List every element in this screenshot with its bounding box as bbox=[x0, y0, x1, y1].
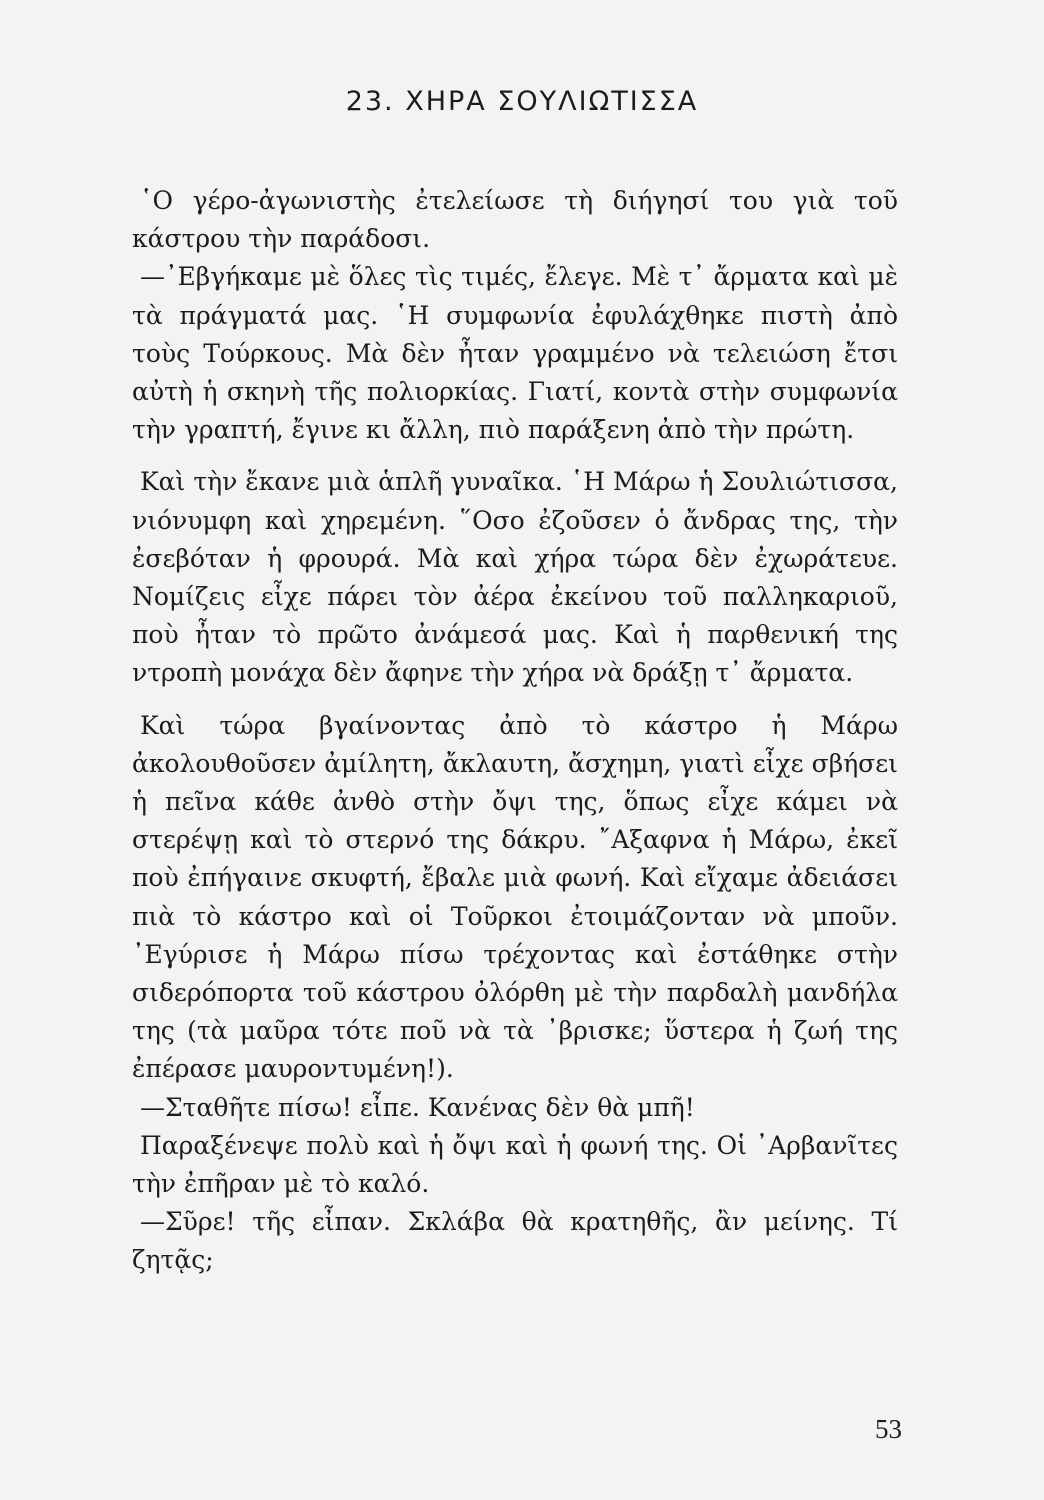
paragraph: —Σταθῆτε πίσω! εἶπε. Κανένας δὲν θὰ μπῆ! bbox=[140, 1092, 695, 1122]
paragraph: Παραξένεψε πολὺ καὶ ἡ ὄψι καὶ ἡ φωνή της. Οἱ ᾿Αρβανῖτες τὴν ἐπῆραν μὲ τὸ καλό. bbox=[132, 1130, 898, 1199]
body-text bbox=[132, 182, 898, 1280]
paragraph: ῾Ο γέρο-ἀγωνιστὴς ἐτελείωσε τὴ διήγησί του γιὰ τοῦ κάστρου τὴν παράδοσι. bbox=[132, 186, 898, 254]
paragraph: Καὶ τώρα βγαίνοντας ἀπὸ τὸ κάστρο ἡ Μάρω ἀκολουθοῦσεν ἀμίλητη, ἄκλαυτη, ἄσχημη, γιατὶ εἶχε σβήσει ἡ πεῖνα κάθε ἀνθὸ στὴν ὄψι της, ὅπως εἶχε κάμει νὰ στερέψῃ καὶ τὸ στερνό της δάκρυ. ῎Αξαφνα ἡ Μάρω, ἐκεῖ ποὺ ἐπήγαινε σκυφτή, ἔβαλε μιὰ φωνή. Καὶ εἴχαμε ἀδειάσει πιὰ τὸ κάστρο καὶ οἱ Τοῦρκοι ἐτοιμάζονταν νὰ μποῦν. ᾿Εγύρισε ἡ Μάρω πίσω τρέχοντας καὶ ἐστάθηκε στὴν σιδερόπορτα τοῦ κάστρου ὀλόρθη μὲ τὴν παρδαλὴ μανδήλα της (τὰ μαῦρα τότε ποῦ νὰ τὰ ᾿βρισκε; ὕστερα ἡ ζωή της ἐπέρασε μαυροντυμένη!). bbox=[132, 710, 898, 1084]
paragraph: —Σῦρε! τῆς εἶπαν. Σκλάβα θὰ κρατηθῆς, ἂν μείνης. Τί ζητᾷς; bbox=[132, 1207, 898, 1275]
chapter-title: 23. ΧΗΡΑ ΣΟΥΛΙΩΤΙΣΣΑ bbox=[345, 86, 699, 117]
page-number: 53 bbox=[875, 1414, 902, 1444]
paragraph: —᾿Εβγήκαμε μὲ ὅλες τὶς τιμές, ἔλεγε. Μὲ τ᾿ ἄρματα καὶ μὲ τὰ πράγματά μας. ῾Η συμφωνία ἐφυλάχθηκε πιστὴ ἀπὸ τοὺς Τούρκους. Μὰ δὲν ἦταν γραμμένο νὰ τελειώση ἔτσι αὐτὴ ἡ σκηνὴ τῆς πολιορκίας. Γιατί, κοντὰ στὴν συμφωνία τὴν γραπτή, ἔγινε κι ἄλλη, πιὸ παράξενη ἀπὸ τὴν πρώτη. bbox=[132, 262, 898, 445]
paragraph: Καὶ τὴν ἔκανε μιὰ ἁπλῆ γυναῖκα. ῾Η Μάρω ἡ Σουλιώτισσα, νιόνυμφη καὶ χηρεμένη. ῞Οσο ἐζοῦσεν ὁ ἄνδρας της, τὴν ἐσεβόταν ἡ φρουρά. Μὰ καὶ χήρα τώρα δὲν ἐχωράτευε. Νομίζεις εἶχε πάρει τὸν ἀέρα ἐκείνου τοῦ παλληκαριοῦ, ποὺ ἦταν τὸ πρῶτο ἀνάμεσά μας. Καὶ ἡ παρθενική της ντροπὴ μονάχα δὲν ἄφηνε τὴν χήρα νὰ δράξῃ τ᾿ ἄρματα. bbox=[132, 467, 898, 688]
